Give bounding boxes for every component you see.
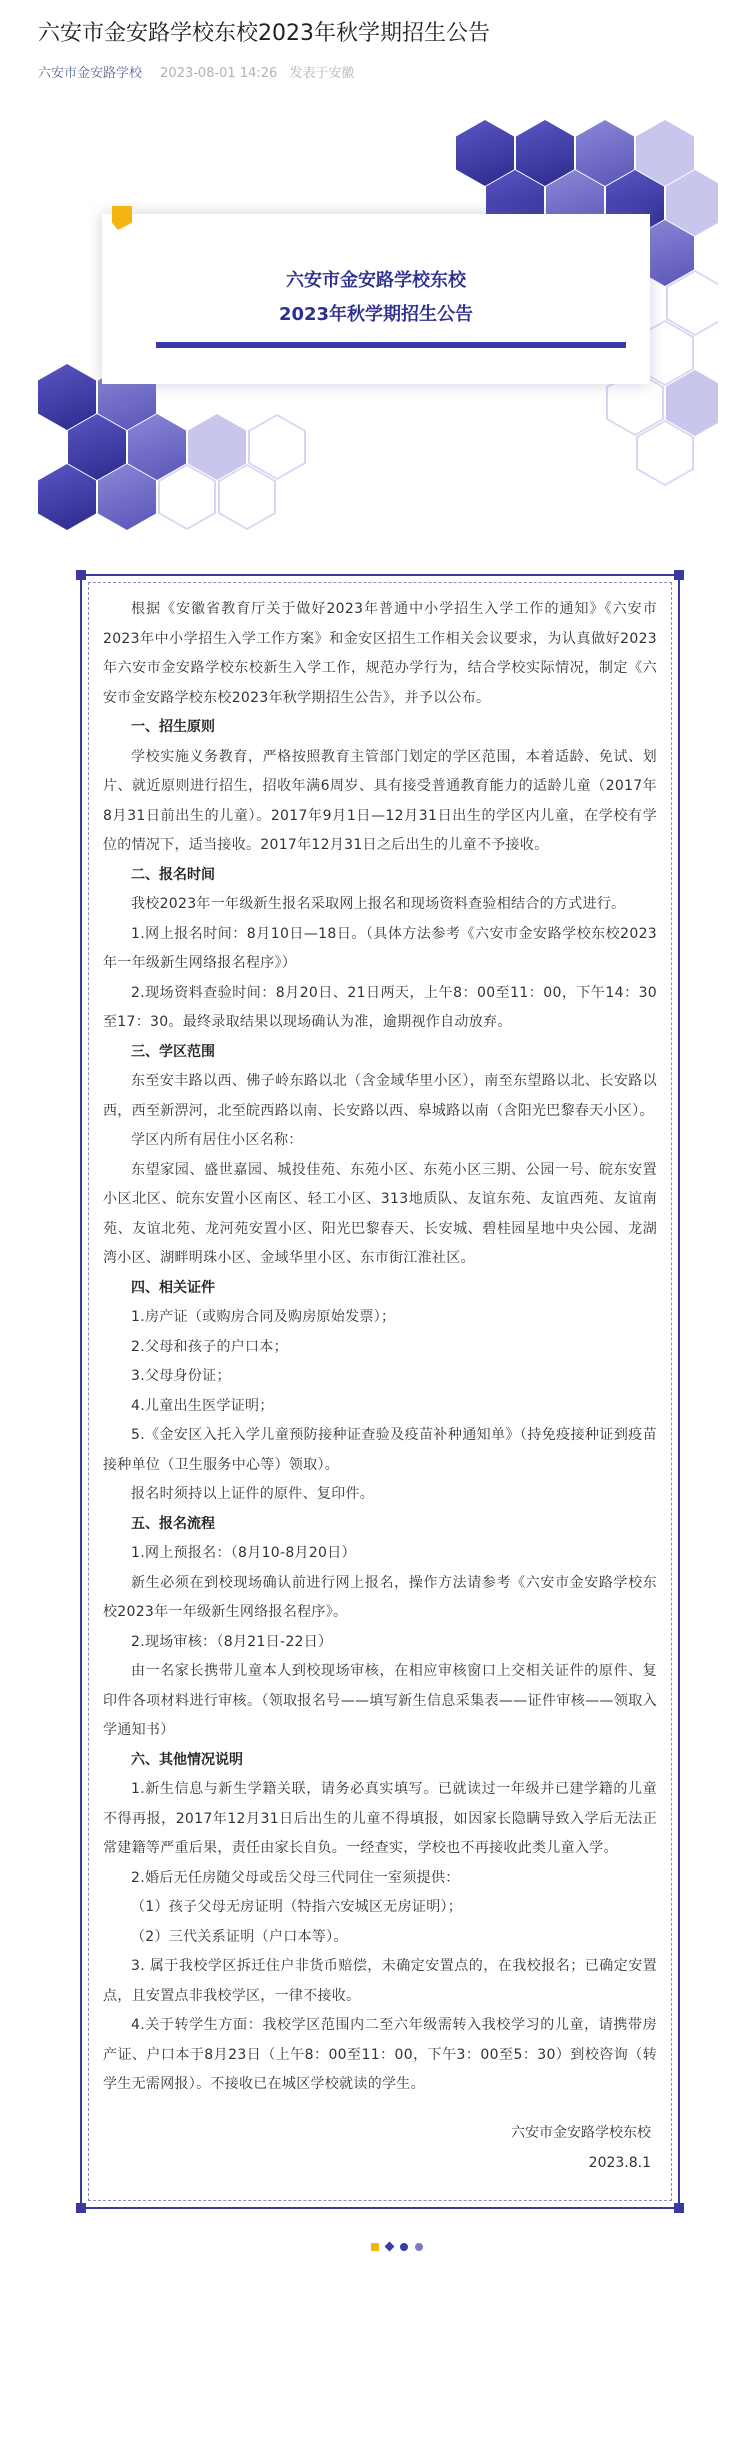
diamond-dot-icon xyxy=(384,2241,394,2251)
paragraph: 1.新生信息与新生学籍关联，请务必真实填写。已就读过一年级并已建学籍的儿童不得再报，2017年12月31日后出生的儿童不得填报，如因家长隐瞒导致入学后无法正常建籍等严重后果，责任由家长自负。一经查实，学校也不再接收此类儿童入学。 xyxy=(103,1781,657,1856)
announcement-frame xyxy=(80,574,680,2209)
intro-paragraph: 根据《安徽省教育厅关于做好2023年普通中小学招生入学工作的通知》《六安市2023年中小学招生入学工作方案》和金安区招生工作相关会议要求，为认真做好2023年六安市金安路学校东校新生入学工作，规范办学行为，结合学校实际情况，制定《六安市金安路学校东校2023年秋学期招生公告》，并予以公布。 xyxy=(103,601,657,706)
paragraph: 新生必须在到校现场确认前进行网上报名，操作方法请参考《六安市金安路学校东校2023年一年级新生网络报名程序》。 xyxy=(103,1574,657,1620)
announcement-body xyxy=(88,582,672,2201)
circle-dot-icon xyxy=(400,2243,408,2251)
paragraph: 5.《金安区入托入学儿童预防接种证查验及疫苗补种通知单》（持免疫接种证到疫苗接种单位（卫生服务中心等）领取）。 xyxy=(103,1427,657,1473)
banner-divider xyxy=(156,342,626,348)
paragraph: 1.房产证（或购房合同及购房原始发票）； xyxy=(131,1309,396,1325)
paragraph: 学区内所有居住小区名称： xyxy=(131,1132,303,1148)
banner-title-card xyxy=(102,214,650,384)
paragraph: （1）孩子父母无房证明（特指六安城区无房证明）； xyxy=(131,1899,463,1915)
section-heading: 四、相关证件 xyxy=(131,1279,215,1296)
banner-title-line1: 六安市金安路学校东校 xyxy=(286,270,466,291)
signature-school: 六安市金安路学校东校 xyxy=(511,2124,651,2141)
article-meta xyxy=(0,50,753,84)
paragraph: （2）三代关系证明（户口本等）。 xyxy=(131,1928,348,1945)
banner-title-line2: 2023年秋学期招生公告 xyxy=(278,304,474,325)
frame-corner xyxy=(674,570,684,580)
paragraph: 2.现场审核：（8月21日-22日） xyxy=(131,1633,333,1650)
paragraph: 2.父母和孩子的户口本； xyxy=(131,1338,288,1355)
paragraph: 4.儿童出生医学证明； xyxy=(131,1397,274,1414)
section-heading: 三、学区范围 xyxy=(131,1043,215,1060)
frame-corner xyxy=(76,570,86,580)
square-dot-icon xyxy=(371,2243,379,2251)
section-heading: 二、报名时间 xyxy=(131,866,215,883)
account-name-link[interactable]: 六安市金安路学校 xyxy=(38,66,143,81)
section-heading: 一、招生原则 xyxy=(131,719,215,735)
article-title: 六安市金安路学校东校2023年秋学期招生公告 xyxy=(38,21,490,46)
paragraph: 4.关于转学生方面：我校学区范围内二至六年级需转入我校学习的儿童，请携带房产证、户口本于8月23日（上午8：00至11：00，下午3：00至5：30）到校咨询（转学生无需网报）。不接收已在城区学校就读的学生。 xyxy=(103,2017,657,2092)
paragraph: 3. 属于我校学区拆迁住户非货币赔偿，未确定安置点的，在我校报名；已确定安置点，且安置点非我校学区，一律不接收。 xyxy=(103,1958,657,2004)
paragraph: 学校实施义务教育，严格按照教育主管部门划定的学区范围，本着适龄、免试、划片、就近原则进行招生，招收年满6周岁、具有接受普通教育能力的适龄儿童（2017年8月31日前出生的儿童）。2017年9月1日—12月31日出生的学区内儿童，在学校有学位的情况下，适当接收。2017年12月31日之后出生的儿童不予接收。 xyxy=(103,748,657,853)
header-banner xyxy=(38,114,718,534)
circle-dot-icon xyxy=(415,2243,423,2251)
paragraph: 东望家园、盛世嘉园、城投佳苑、东苑小区、东苑小区三期、公园一号、皖东安置小区北区、皖东安置小区南区、轻工小区、313地质队、友谊东苑、友谊西苑、友谊南苑、友谊北苑、龙河苑安置小区、阳光巴黎春天、长安城、碧桂园星地中央公园、龙湖湾小区、湖畔明珠小区、金域华里小区、东市街江淮社区。 xyxy=(103,1161,657,1266)
paragraph: 3.父母身份证； xyxy=(131,1368,231,1384)
paragraph: 2.现场资料查验时间：8月20日、21日两天，上午8：00至11：00，下午14：30至17：30。最终录取结果以现场确认为准，逾期视作自动放弃。 xyxy=(103,984,657,1030)
frame-corner xyxy=(76,2203,86,2213)
frame-corner xyxy=(674,2203,684,2213)
paragraph: 1.网上预报名：（8月10-8月20日） xyxy=(131,1545,356,1561)
footer-ornament xyxy=(0,2243,753,2251)
paragraph: 1.网上报名时间：8月10日—18日。（具体方法参考《六安市金安路学校东校2023年一年级新生网络报名程序》） xyxy=(103,925,657,971)
paragraph: 报名时须持以上证件的原件、复印件。 xyxy=(131,1486,375,1502)
paragraph: 2.婚后无任房随父母或岳父母三代同住一室须提供： xyxy=(131,1869,460,1886)
paragraph: 东至安丰路以西、佛子岭东路以北（含金域华里小区），南至东望路以北、长安路以西，西至新淠河，北至皖西路以南、长安路以西、皋城路以南（含阳光巴黎春天小区）。 xyxy=(103,1073,657,1119)
section-heading: 五、报名流程 xyxy=(131,1515,215,1532)
paragraph: 由一名家长携带儿童本人到校现场审核，在相应审核窗口上交相关证件的原件、复印件各项材料进行审核。（领取报名号——填写新生信息采集表——证件审核——领取入学通知书） xyxy=(103,1663,657,1738)
publish-location: 发表于安徽 xyxy=(289,66,355,81)
section-heading: 六、其他情况说明 xyxy=(131,1751,243,1768)
paragraph: 我校2023年一年级新生报名采取网上报名和现场资料查验相结合的方式进行。 xyxy=(131,896,626,912)
signature-date: 2023.8.1 xyxy=(588,2154,651,2171)
publish-time: 2023-08-01 14:26 xyxy=(160,66,278,81)
